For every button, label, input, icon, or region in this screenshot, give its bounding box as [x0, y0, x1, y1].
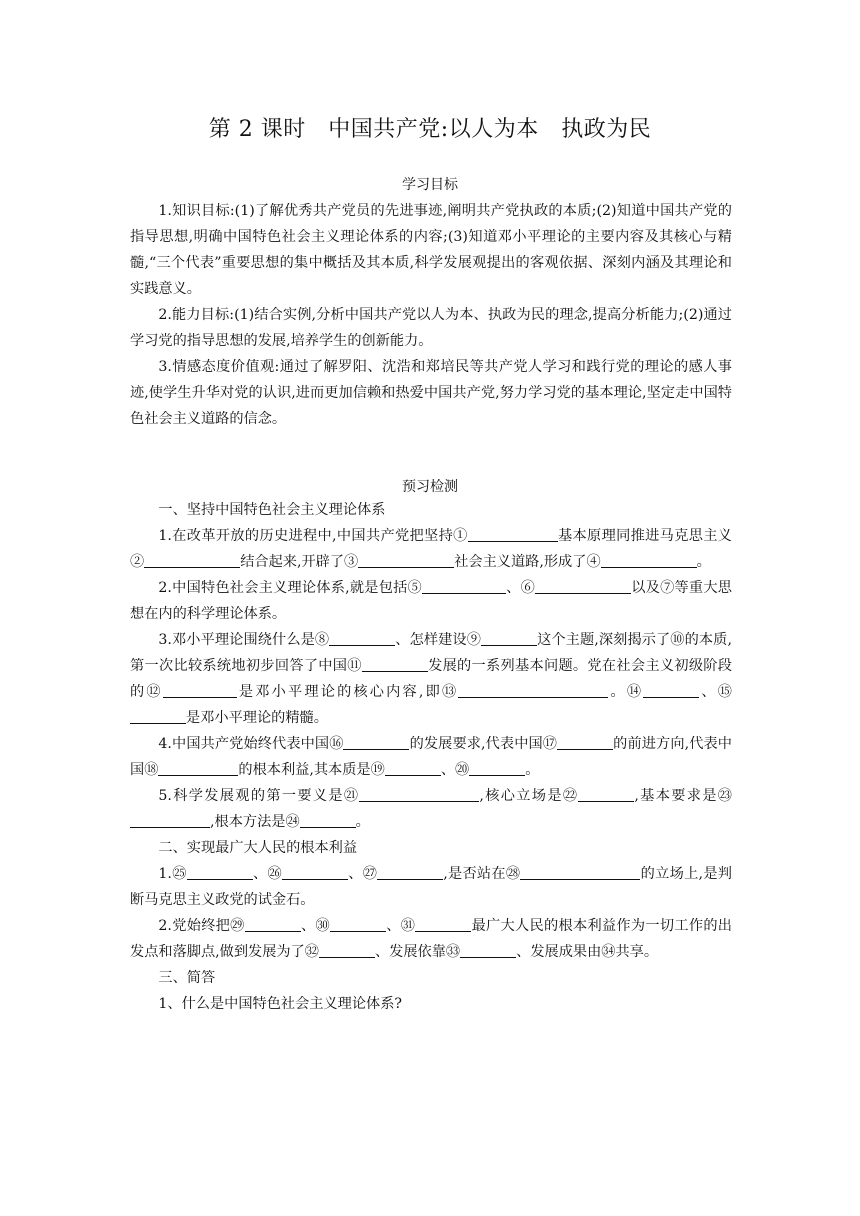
blank-26[interactable] — [282, 865, 348, 880]
blank-23[interactable] — [130, 813, 210, 828]
blank-32[interactable] — [319, 943, 375, 958]
part2-title: 二、实现最广大人民的根本利益 — [158, 840, 358, 856]
question-7: 2.党始终把㉙ 、㉚ 、㉛ 最广大人民的根本利益作为一切工作的出发点和落脚点,做到发展为了㉜ 、发展依靠㉝ 、发展成果由㉞共享。 — [130, 918, 732, 960]
preview-heading: 预习检测 — [402, 479, 458, 495]
objectives-heading: 学习目标 — [402, 177, 458, 193]
question-1: 1.在改革开放的历史进程中,中国共产党把坚持① 基本原理同推进马克思主义② 结合起来,开辟了③ 社会主义道路,形成了④ 。 — [130, 528, 732, 570]
blank-4[interactable] — [601, 553, 697, 568]
blank-9[interactable] — [481, 631, 537, 646]
blank-8[interactable] — [329, 631, 395, 646]
blank-31[interactable] — [415, 917, 471, 932]
blank-18[interactable] — [158, 761, 238, 776]
blank-3[interactable] — [358, 553, 454, 568]
blank-5[interactable] — [422, 579, 506, 594]
question-2: 2.中国特色社会主义理论体系,就是包括⑤ 、⑥ 以及⑦等重大思想在内的科学理论体系。 — [130, 580, 732, 622]
blank-1[interactable] — [468, 527, 558, 542]
blank-22[interactable] — [578, 787, 634, 802]
question-4: 4.中国共产党始终代表中国⑯ 的发展要求,代表中国⑰ 的前进方向,代表中国⑱ 的根本利益,其本质是⑲ 、⑳ 。 — [130, 736, 732, 778]
blank-19[interactable] — [385, 761, 441, 776]
blank-27[interactable] — [377, 865, 443, 880]
question-6: 1.㉕ 、㉖ 、㉗ ,是否站在㉘ 的立场上,是判断马克思主义政党的试金石。 — [130, 866, 732, 908]
part1-title: 一、坚持中国特色社会主义理论体系 — [158, 502, 386, 518]
blank-20[interactable] — [469, 761, 525, 776]
blank-24[interactable] — [300, 813, 356, 828]
question-3: 3.邓小平理论围绕什么是⑧ 、怎样建设⑨ 这个主题,深刻揭示了⑩的本质,第一次比较系统地初步回答了中国⑪ 发展的一系列基本问题。党在社会主义初级阶段的⑫ 是邓小平理论的核心内容,即⑬ 。⑭ 、⑮是邓小平理论的精髓。 — [130, 632, 732, 726]
blank-30[interactable] — [330, 917, 386, 932]
lesson-title: 第 2 课时 中国共产党:以人为本 执政为民 — [208, 117, 652, 142]
question-5: 5.科学发展观的第一要义是㉑ ,核心立场是㉒ ,基本要求是㉓,根本方法是㉔ 。 — [130, 783, 732, 835]
blank-15[interactable] — [130, 709, 186, 724]
objective-ability: 2.能力目标:(1)结合实例,分析中国共产党以人为本、执政为民的理念,提高分析能力;(2)通过学习党的指导思想的发展,培养学生的创新能力。 — [130, 307, 732, 349]
blank-13[interactable] — [458, 683, 608, 698]
blank-16[interactable] — [343, 735, 409, 750]
blank-25[interactable] — [187, 865, 253, 880]
objective-values: 3.情感态度价值观:通过了解罗阳、沈浩和郑培民等共产党人学习和践行党的理论的感人事迹,使学生升华对党的认识,进而更加信赖和热爱中国共产党,努力学习党的基本理论,坚定走中国特色社会主义道路的信念。 — [130, 359, 732, 427]
blank-14[interactable] — [643, 683, 699, 698]
blank-17[interactable] — [557, 735, 613, 750]
blank-33[interactable] — [460, 943, 516, 958]
short-answer-question-1: 1、什么是中国特色社会主义理论体系? — [158, 996, 403, 1012]
blank-11[interactable] — [362, 657, 428, 672]
part3-title: 三、简答 — [158, 970, 216, 986]
blank-12[interactable] — [163, 683, 237, 698]
objectives-body — [130, 198, 732, 432]
blank-29[interactable] — [245, 917, 301, 932]
objective-knowledge: 1.知识目标:(1)了解优秀共产党员的先进事迹,阐明共产党执政的本质;(2)知道中国共产党的指导思想,明确中国特色社会主义理论体系的内容;(3)知道邓小平理论的主要内容及其核心与精髓,“三个代表”重要思想的集中概括及其本质,科学发展观提出的客观依据、深刻内涵及其理论和实践意义。 — [130, 203, 732, 297]
blank-21[interactable] — [359, 787, 479, 802]
blank-2[interactable] — [144, 553, 240, 568]
preview-body — [130, 497, 732, 1017]
blank-6[interactable] — [535, 579, 631, 594]
blank-28[interactable] — [520, 865, 640, 880]
